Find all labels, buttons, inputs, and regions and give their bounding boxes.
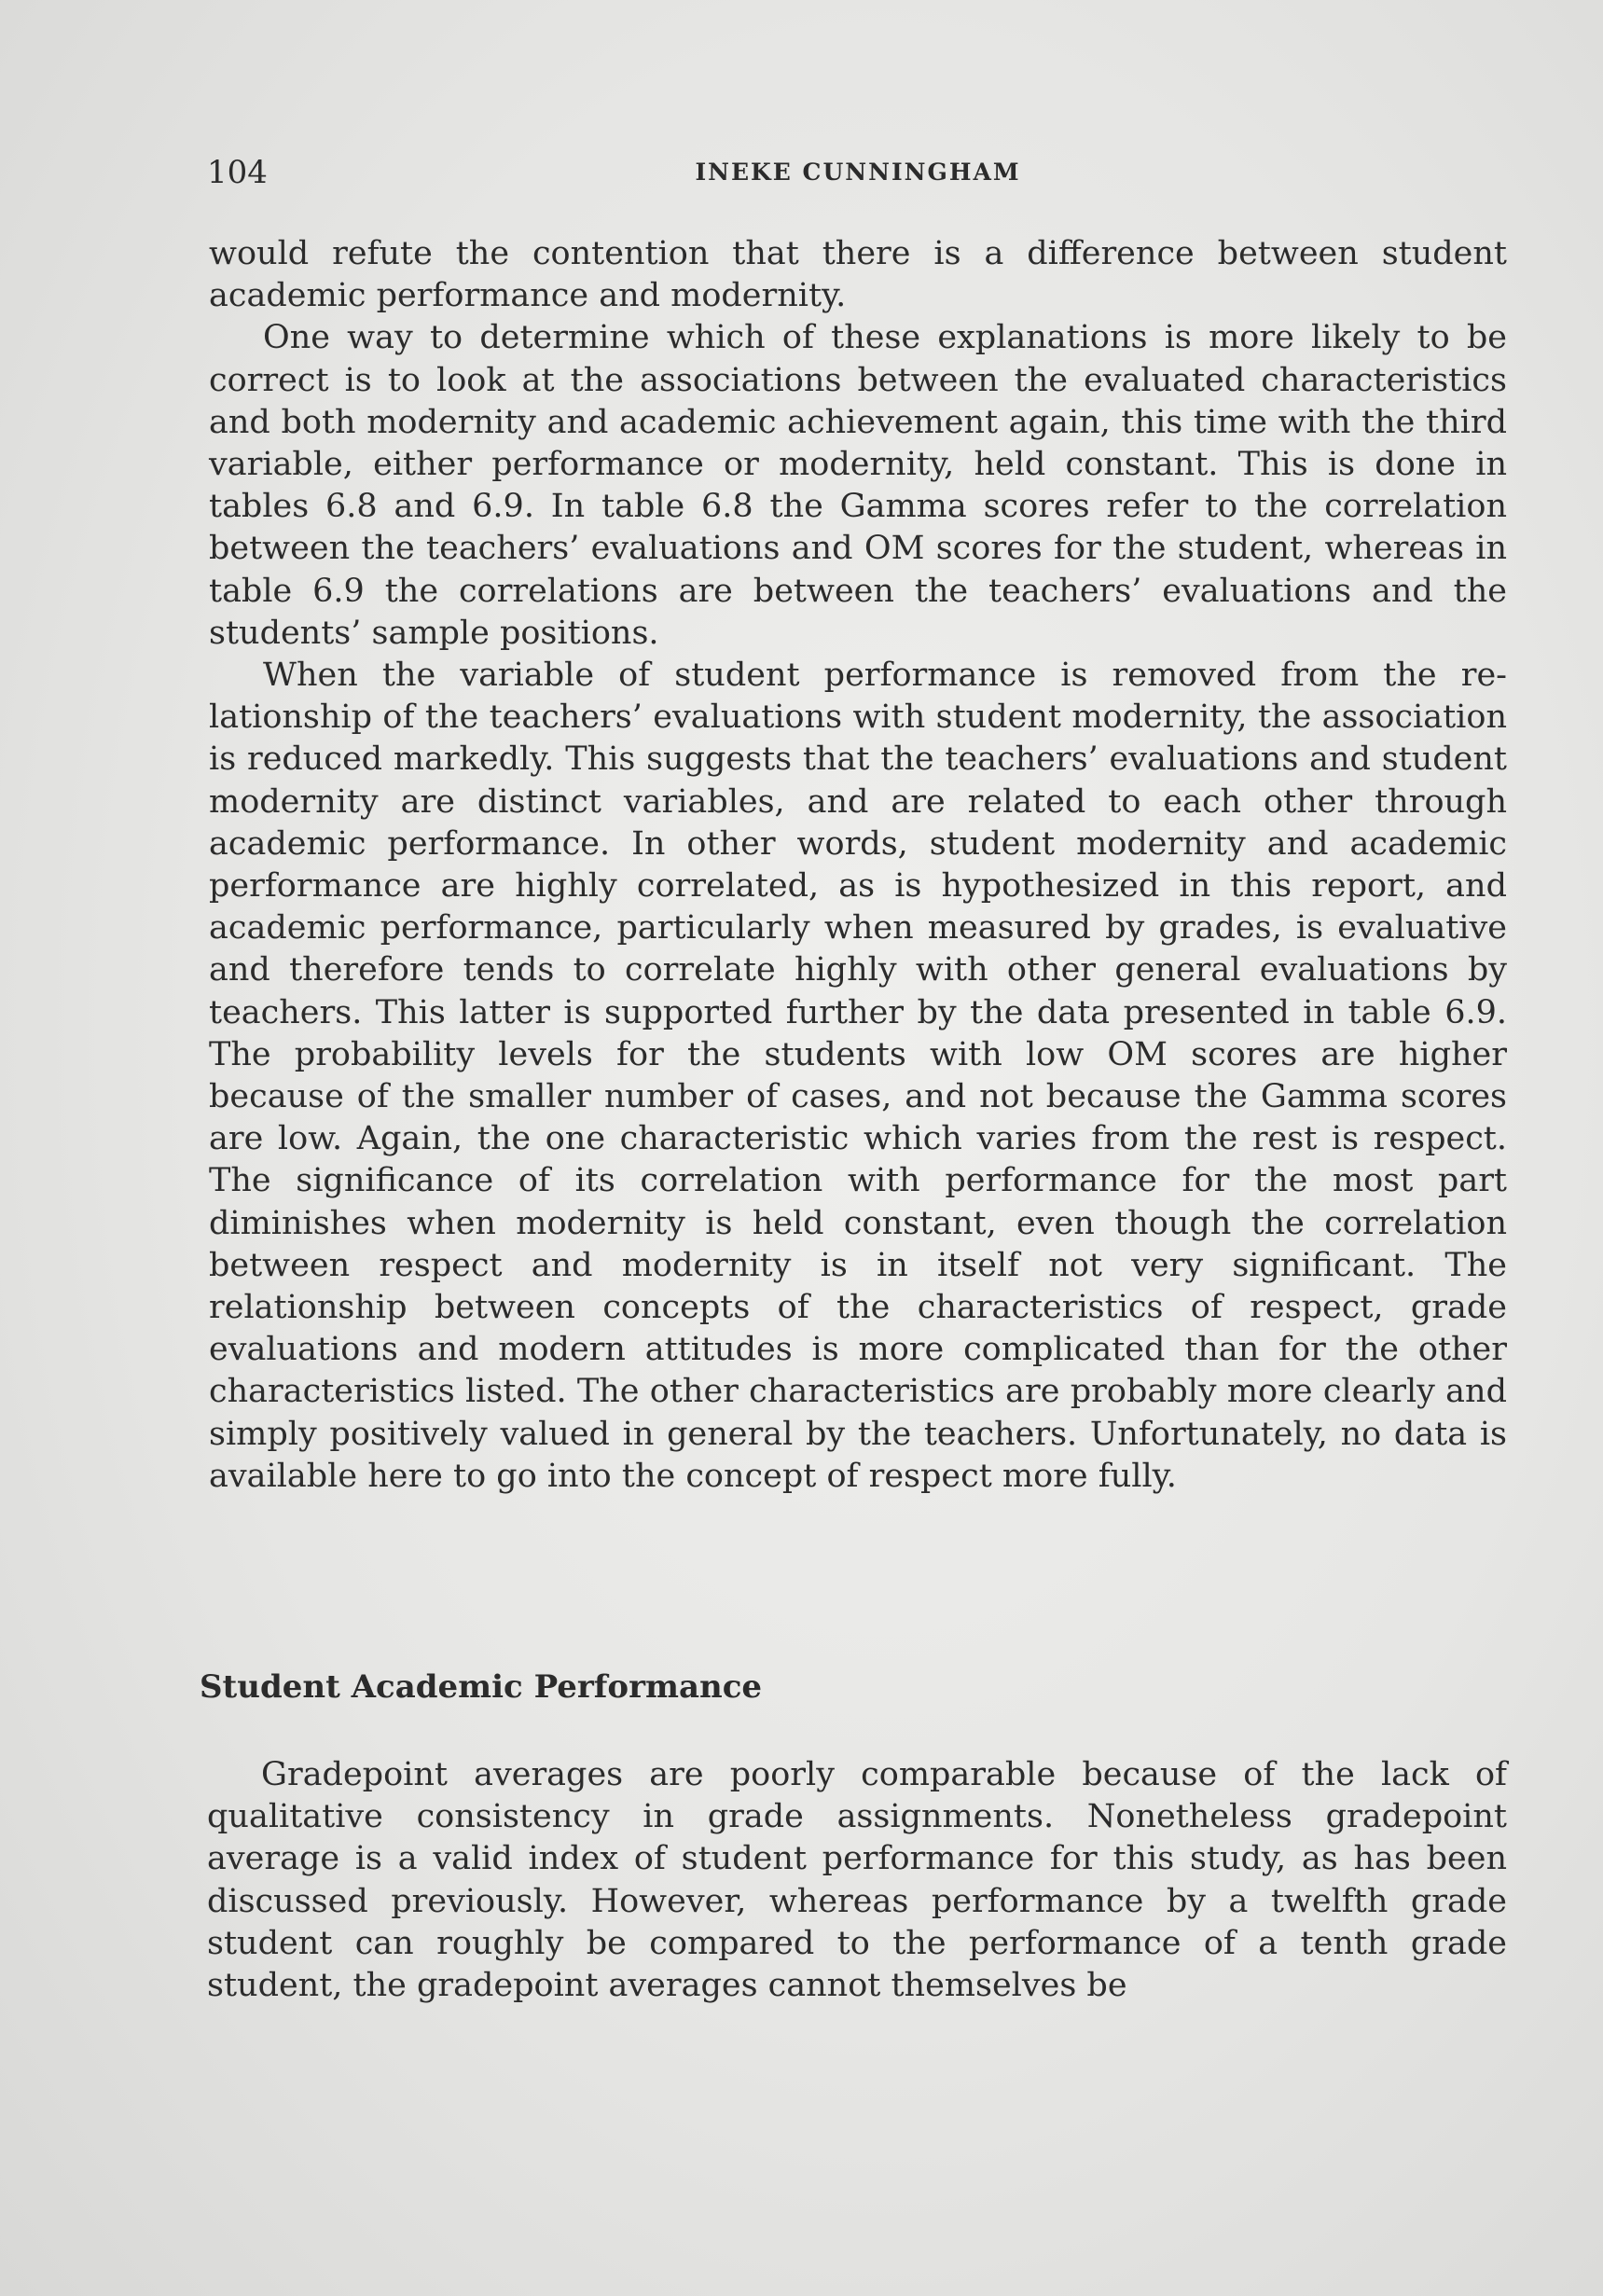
body-text <box>209 233 1507 1498</box>
paragraph-explanations: One way to determine which of these explanations is more likely to be correct is to look at the associations between the evaluated characteristics and both modernity and academic achievement again, this time with the third variable, either performance or modernity, held constant. This is done in tables 6.8 and 6.9. In table 6.8 the Gamma scores refer to the correlation between the teachers’ evaluations and OM scores for the student, whereas in table 6.9 the correlations are between the teachers’ evaluations and the students’ sample positions. <box>209 319 1507 652</box>
page-header <box>207 149 1509 196</box>
section-paragraph: Gradepoint averages are poorly comparable because of the lack of qualitative consistency in grade assignments. Nonetheless gradepoint average is a valid index of student performance for this study, as has been discussed previously. However, whereas performance by a twelfth grade student can roughly be compared to the performance of a tenth grade student, the gradepoint averages cannot themselves be <box>207 1756 1507 2005</box>
section-heading: Student Academic Performance <box>200 1668 763 1706</box>
section-student-academic-performance <box>200 1665 1507 2007</box>
paragraph-performance-removed: When the variable of student performance is removed from the relationship of the teachers’ evaluations with student modernity, the association is reduced markedly. This suggests that the teachers’ evaluations and student modernity are distinct variables, and are related to each other through academic performance. In other words, student modernity and academic performance are highly correlated, as is hypothesized in this report, and academic performance, particularly when measured by grades, is evaluative and therefore tends to correlate highly with other general evaluations by teachers. This latter is supported further by the data presented in table 6.9. The probability levels for the students with low OM scores are higher because of the smaller number of cases, and not because the Gamma scores are low. Again, the one characteristic which varies from the rest is respect. The significance of its correlation with performance for the most part diminishes when modernity is held constant, even though the correlation between respect and modernity is in itself not very significant. The relationship between concepts of the characteristics of respect, grade evaluations and modern attitudes is more complicated than for the other characteristics listed. The other characteristics are probably more clearly and simply positively valued in general by the teachers. Unfortunately, no data is available here to go into the concept of respect more fully. <box>209 657 1507 1495</box>
paragraph-continued: would refute the contention that there is a difference between student academic performance and modernity. <box>209 235 1507 315</box>
page-number: 104 <box>207 154 268 191</box>
running-head: INEKE CUNNINGHAM <box>695 159 1021 186</box>
